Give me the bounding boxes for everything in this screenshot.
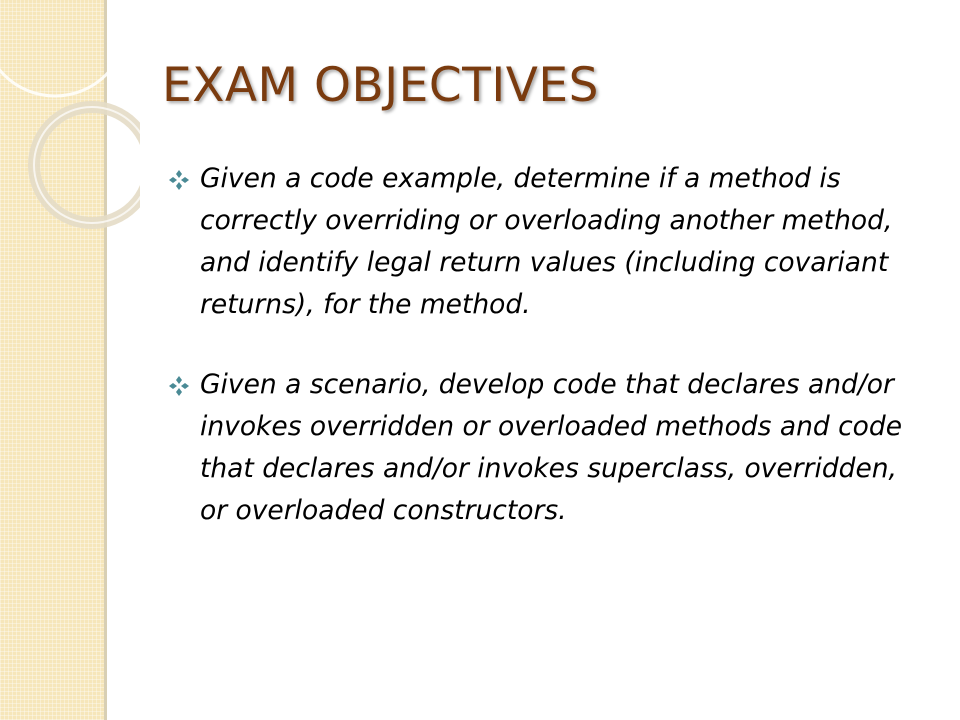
slide-title: EXAM OBJECTIVES (162, 58, 599, 113)
diamond-bullet-icon (168, 169, 190, 191)
objectives-list (168, 158, 928, 570)
diamond-bullet-icon (168, 375, 190, 397)
objective-text: Given a code example, determine if a method is correctly overriding or overloading another method, and identify legal return values (including covariant returns), for the method. (200, 163, 893, 320)
decor-circle-top (0, 0, 127, 96)
objective-item (168, 158, 928, 326)
decor-ring-highlight (34, 107, 140, 223)
objective-text: Given a scenario, develop code that declares and/or invokes overridden or overloaded methods and code that declares and/or invokes superclass, overridden, or overloaded constructors. (200, 369, 903, 526)
objective-item (168, 364, 928, 532)
decorative-circles (0, 0, 140, 260)
